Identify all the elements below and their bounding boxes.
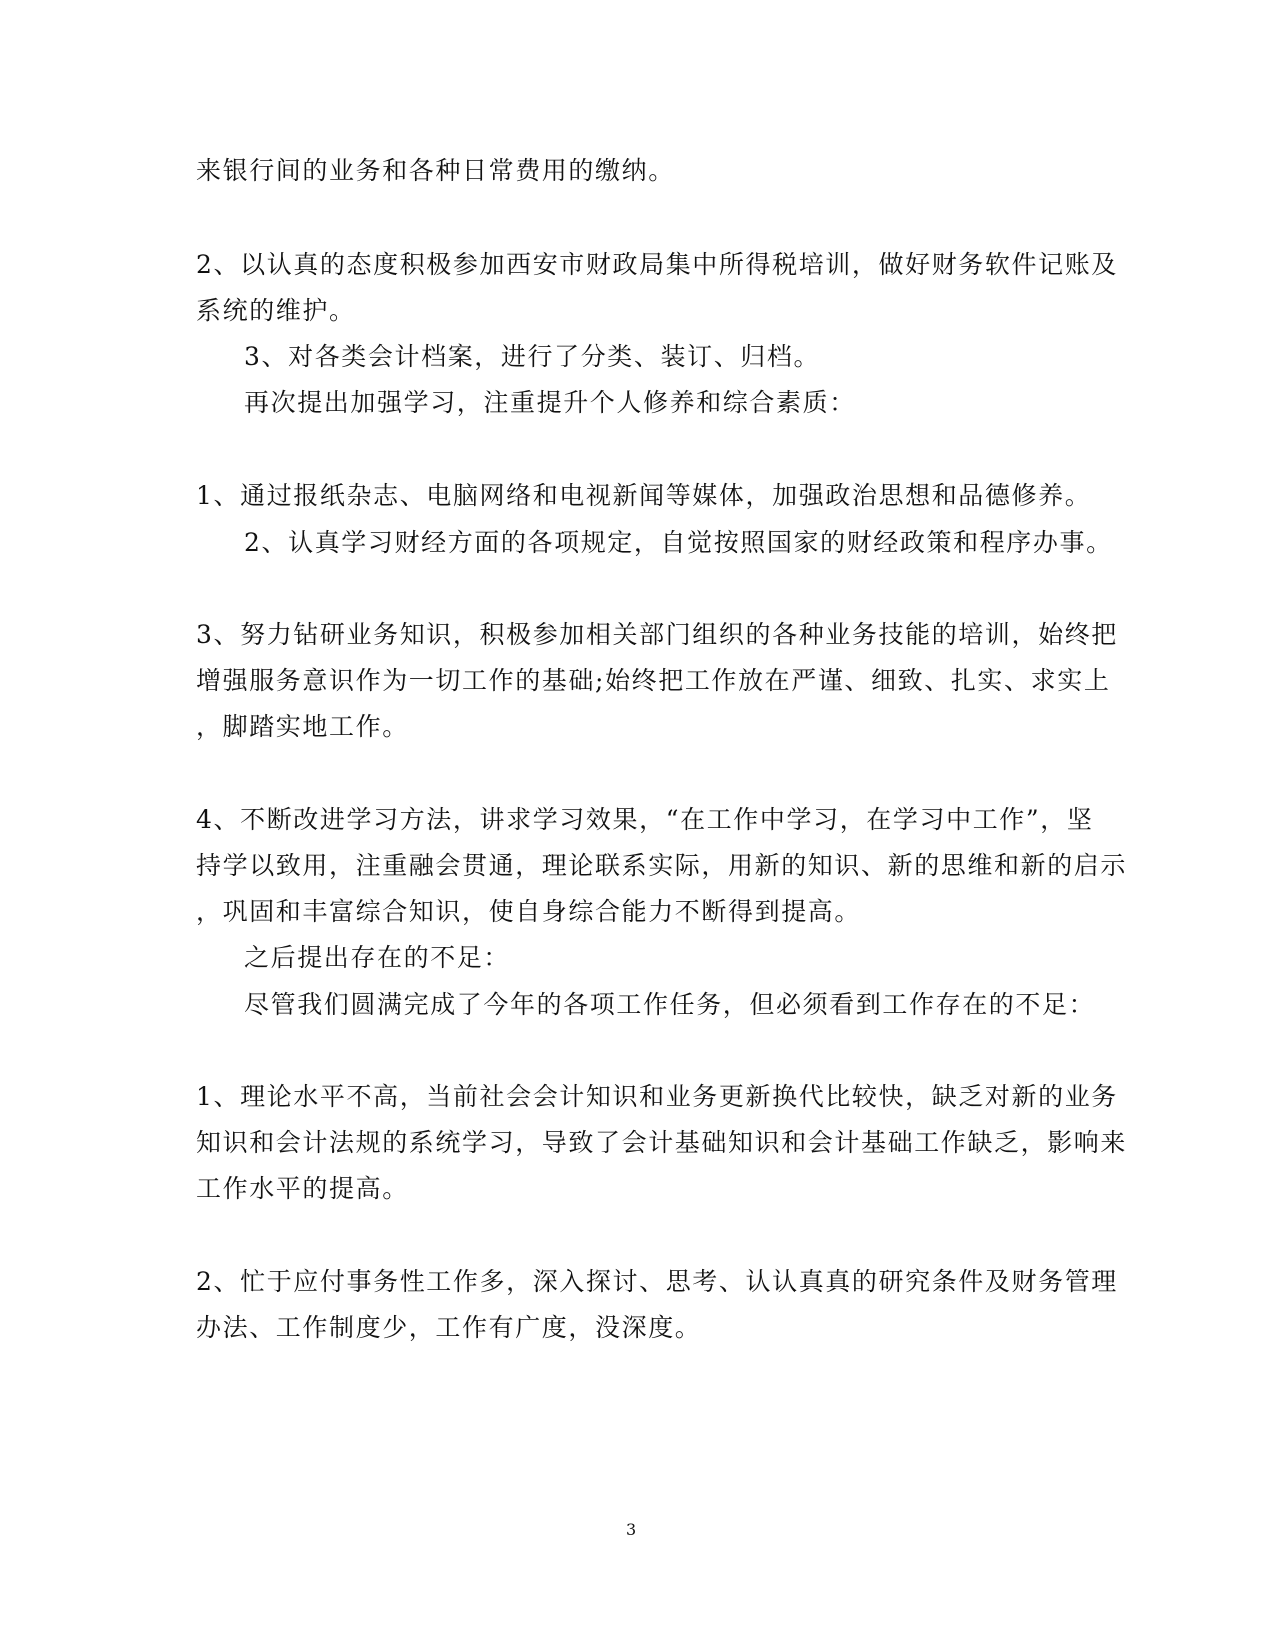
text-line: 尽管我们圆满完成了今年的各项工作任务，但必须看到工作存在的不足： xyxy=(244,990,1096,1019)
text-line: ，巩固和丰富综合知识，使自身综合能力不断得到提高。 xyxy=(196,897,862,926)
text-line: 工作水平的提高。 xyxy=(196,1174,409,1203)
text-line: 增强服务意识作为一切工作的基础;始终把工作放在严谨、细致、扎实、求实上 xyxy=(196,666,1111,695)
text-line: 1、理论水平不高，当前社会会计知识和业务更新换代比较快，缺乏对新的业务 xyxy=(196,1082,1118,1111)
text-line: 系统的维护。 xyxy=(196,296,356,325)
text-line: 再次提出加强学习，注重提升个人修养和综合素质： xyxy=(244,388,856,417)
text-line: ，脚踏实地工作。 xyxy=(196,712,409,741)
text-line: 3、努力钻研业务知识，积极参加相关部门组织的各种业务技能的培训，始终把 xyxy=(196,620,1118,649)
text-line: 1、通过报纸杂志、电脑网络和电视新闻等媒体，加强政治思想和品德修养。 xyxy=(196,481,1092,510)
text-line: 知识和会计法规的系统学习，导致了会计基础知识和会计基础工作缺乏，影响来 xyxy=(196,1128,1128,1157)
text-line: 来银行间的业务和各种日常费用的缴纳。 xyxy=(196,156,675,185)
text-line: 2、以认真的态度积极参加西安市财政局集中所得税培训，做好财务软件记账及 xyxy=(196,250,1118,279)
text-line: 2、认真学习财经方面的各项规定，自觉按照国家的财经政策和程序办事。 xyxy=(244,528,1113,557)
text-line: 4、不断改进学习方法，讲求学习效果，“在工作中学习，在学习中工作”，坚 xyxy=(196,805,1094,834)
text-line: 3、对各类会计档案，进行了分类、装订、归档。 xyxy=(244,342,821,371)
text-line: 持学以致用，注重融会贯通，理论联系实际，用新的知识、新的思维和新的启示 xyxy=(196,851,1128,880)
text-line: 之后提出存在的不足： xyxy=(244,943,511,972)
text-line: 办法、工作制度少，工作有广度，没深度。 xyxy=(196,1313,702,1342)
text-line: 2、忙于应付事务性工作多，深入探讨、思考、认认真真的研究条件及财务管理 xyxy=(196,1267,1118,1296)
page-number: 3 xyxy=(626,1520,637,1539)
